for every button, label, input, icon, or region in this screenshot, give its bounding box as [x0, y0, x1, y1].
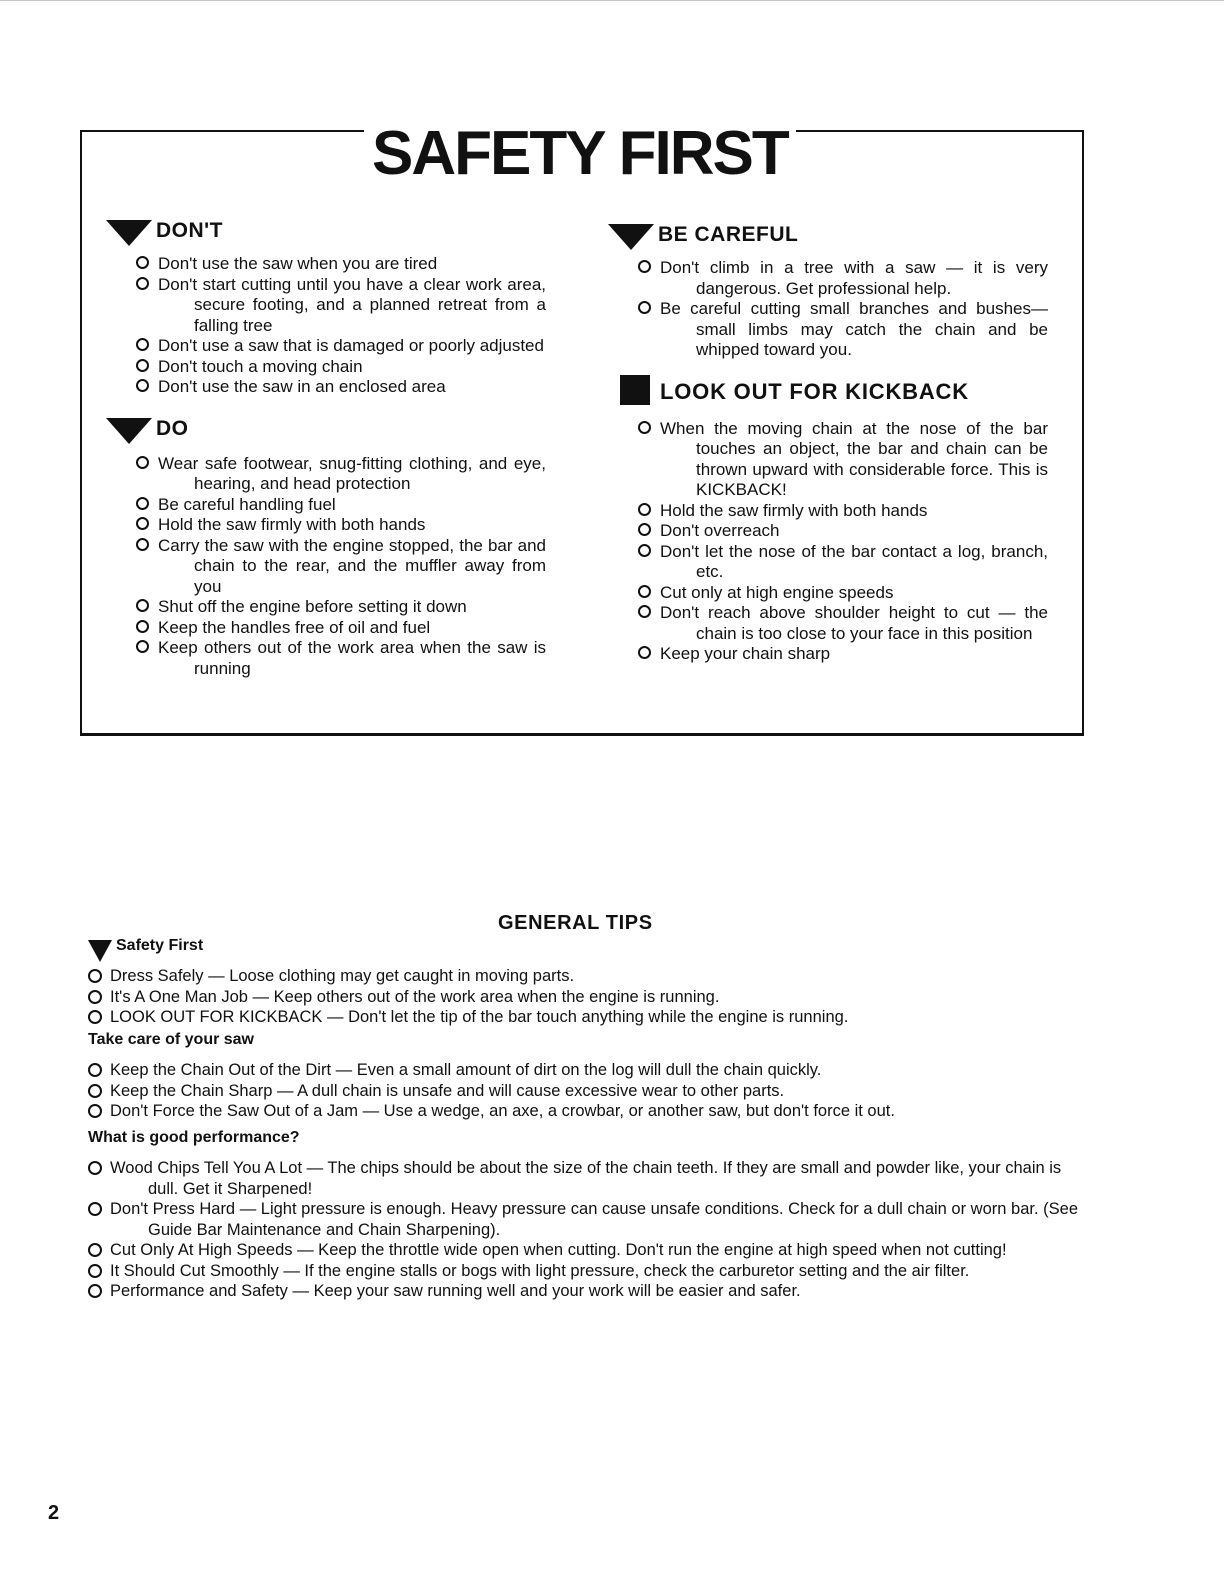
circle-bullet-icon	[136, 640, 149, 653]
triangle-icon	[106, 220, 152, 246]
circle-bullet-icon	[136, 620, 149, 633]
do-heading: DO	[106, 410, 546, 444]
page-number: 2	[48, 1502, 60, 1524]
take-care-subheading: Take care of your saw	[88, 1031, 254, 1048]
list-item: Be careful cutting small branches and bushes— small limbs may catch the chain and be whipped toward you.	[638, 299, 1048, 361]
triangle-icon	[608, 224, 654, 250]
list-item: Don't use a saw that is damaged or poorly adjusted	[136, 336, 546, 357]
circle-bullet-icon	[88, 969, 102, 983]
list-item: Don't use the saw in an enclosed area	[136, 377, 546, 398]
list-item: Shut off the engine before setting it down	[136, 597, 546, 618]
list-item: Don't start cutting until you have a clear work area, secure footing, and a planned retreat from a falling tree	[136, 275, 546, 337]
list-item: Performance and Safety — Keep your saw running well and your work will be easier and safer.	[88, 1281, 1088, 1302]
performance-subheading: What is good performance?	[88, 1129, 300, 1146]
safety-first-subheading: Safety First	[88, 930, 1088, 954]
list-item: LOOK OUT FOR KICKBACK — Don't let the tip of the bar touch anything while the engine is running.	[88, 1007, 1088, 1028]
safety-first-tips-list	[88, 966, 1088, 1028]
circle-bullet-icon	[638, 585, 651, 598]
circle-bullet-icon	[88, 990, 102, 1004]
square-icon	[620, 375, 650, 405]
circle-bullet-icon	[88, 1010, 102, 1024]
circle-bullet-icon	[136, 497, 149, 510]
circle-bullet-icon	[136, 538, 149, 551]
be-careful-heading: BE CAREFUL	[608, 216, 1048, 250]
kickback-heading: LOOK OUT FOR KICKBACK	[608, 373, 1048, 407]
circle-bullet-icon	[136, 517, 149, 530]
left-column	[106, 212, 546, 679]
list-item: Don't reach above shoulder height to cut — the chain is too close to your face in this position	[638, 603, 1048, 644]
do-list	[136, 454, 546, 680]
list-item: Don't use the saw when you are tired	[136, 254, 546, 275]
list-item: Hold the saw firmly with both hands	[638, 501, 1048, 522]
list-item: Keep the Chain Out of the Dirt — Even a small amount of dirt on the log will dull the chain quickly.	[88, 1060, 1088, 1081]
list-item: It Should Cut Smoothly — If the engine stalls or bogs with light pressure, check the carburetor setting and the air filter.	[88, 1261, 1088, 1282]
list-item: Don't touch a moving chain	[136, 357, 546, 378]
list-item: It's A One Man Job — Keep others out of the work area when the engine is running.	[88, 987, 1088, 1008]
circle-bullet-icon	[638, 605, 651, 618]
circle-bullet-icon	[638, 503, 651, 516]
safety-first-box	[80, 119, 1084, 736]
circle-bullet-icon	[136, 338, 149, 351]
circle-bullet-icon	[638, 260, 651, 273]
general-tips-title: GENERAL TIPS	[498, 912, 653, 934]
circle-bullet-icon	[88, 1063, 102, 1077]
dont-list	[136, 254, 546, 398]
circle-bullet-icon	[136, 359, 149, 372]
circle-bullet-icon	[88, 1284, 102, 1298]
circle-bullet-icon	[136, 379, 149, 392]
list-item: Cut only at high engine speeds	[638, 583, 1048, 604]
performance-tips	[88, 1126, 1088, 1302]
list-item: Don't Force the Saw Out of a Jam — Use a wedge, an axe, a crowbar, or another saw, but don't force it out.	[88, 1101, 1088, 1122]
take-care-tips-list	[88, 1060, 1088, 1122]
list-item: Wood Chips Tell You A Lot — The chips should be about the size of the chain teeth. If they are small and powder like, your chain is dull. Get it Sharpened!	[88, 1158, 1088, 1199]
circle-bullet-icon	[136, 456, 149, 469]
take-care-tips	[88, 1028, 1088, 1122]
right-column	[608, 216, 1048, 665]
safety-first-tips	[88, 930, 1088, 1028]
list-item: Don't climb in a tree with a saw — it is very dangerous. Get professional help.	[638, 258, 1048, 299]
circle-bullet-icon	[88, 1243, 102, 1257]
circle-bullet-icon	[638, 646, 651, 659]
safety-first-title: SAFETY FIRST	[364, 116, 796, 192]
list-item: Carry the saw with the engine stopped, the bar and chain to the rear, and the muffler away from you	[136, 536, 546, 598]
triangle-icon	[88, 940, 112, 962]
circle-bullet-icon	[88, 1161, 102, 1175]
list-item: Keep others out of the work area when the saw is running	[136, 638, 546, 679]
circle-bullet-icon	[136, 599, 149, 612]
circle-bullet-icon	[638, 301, 651, 314]
list-item: Be careful handling fuel	[136, 495, 546, 516]
circle-bullet-icon	[88, 1084, 102, 1098]
kickback-list	[638, 419, 1048, 665]
list-item: Dress Safely — Loose clothing may get caught in moving parts.	[88, 966, 1088, 987]
list-item: Cut Only At High Speeds — Keep the throttle wide open when cutting. Don't run the engine at high speed when not cutting!	[88, 1240, 1088, 1261]
list-item: Don't overreach	[638, 521, 1048, 542]
circle-bullet-icon	[638, 523, 651, 536]
circle-bullet-icon	[638, 421, 651, 434]
list-item: When the moving chain at the nose of the bar touches an object, the bar and chain can be thrown upward with considerable force. This is KICKBACK!	[638, 419, 1048, 501]
circle-bullet-icon	[88, 1202, 102, 1216]
list-item: Hold the saw firmly with both hands	[136, 515, 546, 536]
list-item: Don't let the nose of the bar contact a log, branch, etc.	[638, 542, 1048, 583]
be-careful-list	[638, 258, 1048, 361]
dont-heading: DON'T	[106, 212, 546, 246]
list-item: Keep your chain sharp	[638, 644, 1048, 665]
list-item: Don't Press Hard — Light pressure is enough. Heavy pressure can cause unsafe conditions. Check for a dull chain or worn bar. (See Guide Bar Maintenance and Chain Sharpening).	[88, 1199, 1088, 1240]
list-item: Wear safe footwear, snug-fitting clothing, and eye, hearing, and head protection	[136, 454, 546, 495]
top-rule	[0, 0, 1224, 1]
circle-bullet-icon	[88, 1104, 102, 1118]
circle-bullet-icon	[136, 277, 149, 290]
circle-bullet-icon	[88, 1264, 102, 1278]
list-item: Keep the Chain Sharp — A dull chain is unsafe and will cause excessive wear to other parts.	[88, 1081, 1088, 1102]
circle-bullet-icon	[638, 544, 651, 557]
list-item: Keep the handles free of oil and fuel	[136, 618, 546, 639]
triangle-icon	[106, 418, 152, 444]
circle-bullet-icon	[136, 256, 149, 269]
performance-tips-list	[88, 1158, 1088, 1302]
